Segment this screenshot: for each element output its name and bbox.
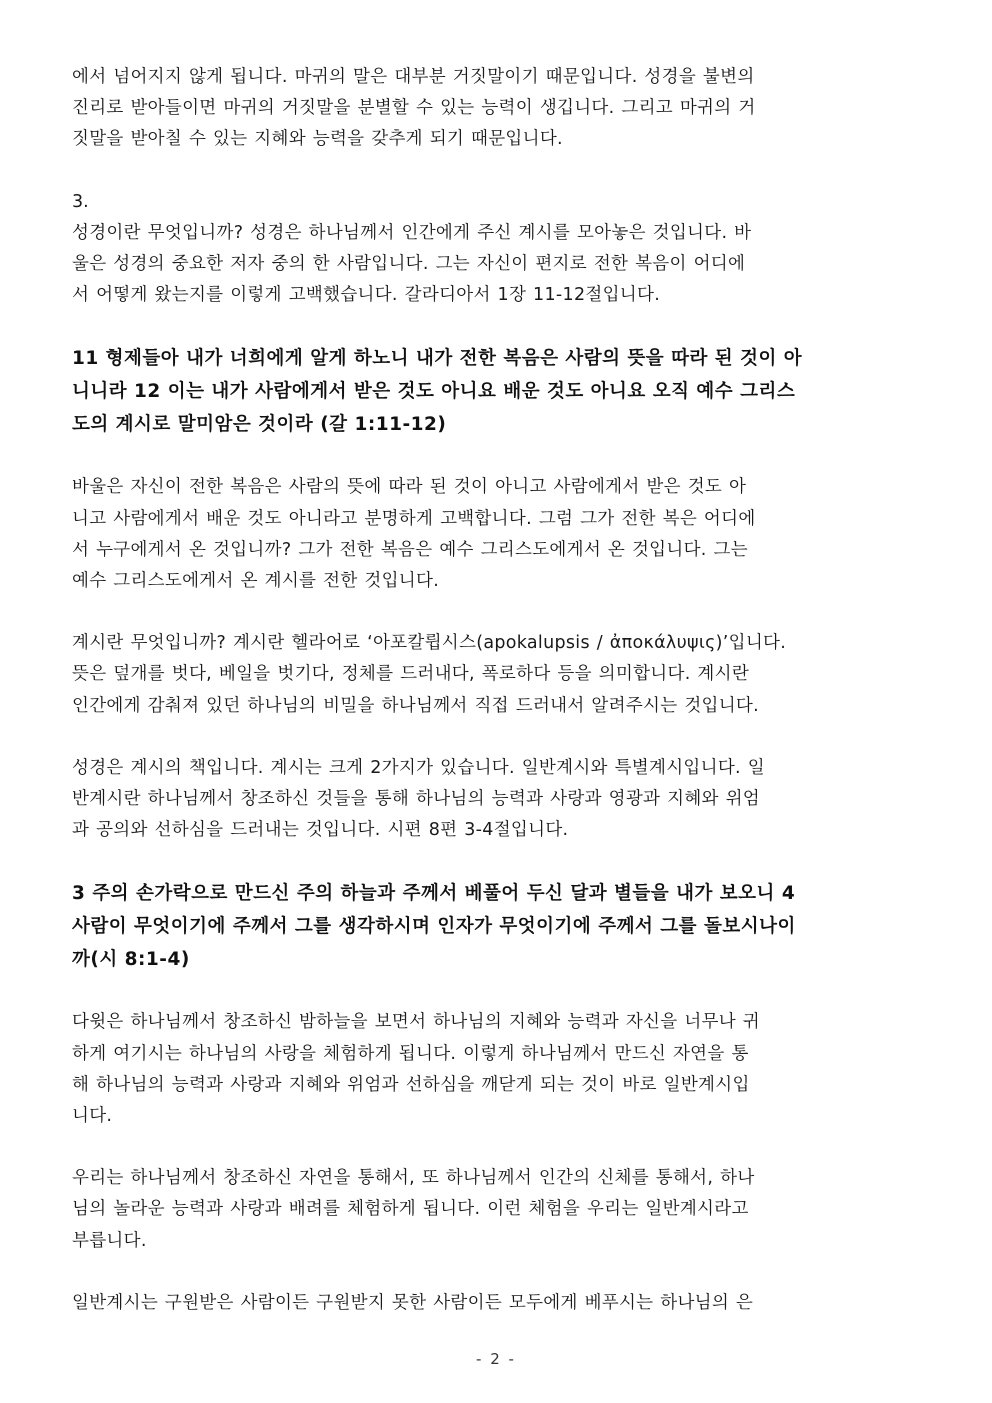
text-line: 예수 그리스도에게서 온 계시를 전한 것입니다. bbox=[72, 571, 440, 592]
paragraph bbox=[72, 1288, 922, 1319]
text-line: 11 형제들아 내가 너희에게 알게 하노니 내가 전한 복음은 사람의 뜻을 따라 된 것이 아 bbox=[72, 348, 803, 370]
text-line: 해 하나님의 능력과 사랑과 지혜와 위엄과 선하심을 깨닫게 되는 것이 바로 일반계시입 bbox=[72, 1074, 750, 1095]
text-line: 뜻은 덮개를 벗다, 베일을 벗기다, 정체를 드러내다, 폭로하다 등을 의미합니다. 계시란 bbox=[72, 664, 750, 685]
paragraph bbox=[72, 472, 922, 597]
text-line: 다윗은 하나님께서 창조하신 밤하늘을 보면서 하나님의 지혜와 능력과 자신을 너무나 귀 bbox=[72, 1012, 761, 1033]
text-line: 울은 성경의 중요한 저자 중의 한 사람입니다. 그는 자신이 편지로 전한 복음이 어디에 bbox=[72, 254, 746, 275]
text-line: 반계시란 하나님께서 창조하신 것들을 통해 하나님의 능력과 사랑과 영광과 지혜와 위엄 bbox=[72, 789, 761, 810]
text-line: 짓말을 받아칠 수 있는 지혜와 능력을 갖추게 되기 때문입니다. bbox=[72, 129, 563, 150]
text-line: 일반계시는 구원받은 사람이든 구원받지 못한 사람이든 모두에게 베푸시는 하나님의 은 bbox=[72, 1292, 754, 1313]
paragraph bbox=[72, 218, 922, 312]
text-line: 우리는 하나님께서 창조하신 자연을 통해서, 또 하나님께서 인간의 신체를 통해서, 하나 bbox=[72, 1168, 755, 1189]
document-body bbox=[72, 62, 922, 1319]
text-line: 진리로 받아들이면 마귀의 거짓말을 분별할 수 있는 능력이 생깁니다. 그리고 마귀의 거 bbox=[72, 98, 756, 119]
paragraph bbox=[72, 1163, 922, 1257]
text-line: 성경이란 무엇입니까? 성경은 하나님께서 인간에게 주신 계시를 모아놓은 것입니다. 바 bbox=[72, 222, 752, 243]
paragraph bbox=[72, 1007, 922, 1132]
text-line: 서 누구에게서 온 것입니까? 그가 전한 복음은 예수 그리스도에게서 온 것입니다. 그는 bbox=[72, 539, 748, 560]
page-number: - 2 - bbox=[476, 1350, 516, 1368]
text-line: 에서 넘어지지 않게 됩니다. 마귀의 말은 대부분 거짓말이기 때문입니다. 성경을 불변의 bbox=[72, 67, 755, 87]
text-line: 하게 여기시는 하나님의 사랑을 체험하게 됩니다. 이렇게 하나님께서 만드신 자연을 통 bbox=[72, 1043, 749, 1064]
text-line: 과 공의와 선하심을 드러내는 것입니다. 시편 8편 3-4절입니다. bbox=[72, 820, 569, 841]
text-line: 까(시 8:1-4) bbox=[72, 949, 190, 971]
text-line: 도의 계시로 말미암은 것이라 (갈 1:11-12) bbox=[72, 414, 447, 436]
scripture-quote bbox=[72, 877, 922, 976]
section-number: 3. bbox=[72, 191, 89, 212]
text-line: 성경은 계시의 책입니다. 계시는 크게 2가지가 있습니다. 일반계시와 특별계시입니다. 일 bbox=[72, 757, 765, 778]
text-line: 니니라 12 이는 내가 사람에게서 받은 것도 아니요 배운 것도 아니요 오직 예수 그리스 bbox=[72, 381, 796, 403]
text-line: 3 주의 손가락으로 만드신 주의 하늘과 주께서 베풀어 두신 달과 별들을 내가 보오니 4 bbox=[72, 883, 796, 905]
text-line: 니다. bbox=[72, 1106, 113, 1127]
paragraph bbox=[72, 628, 922, 722]
text-line: 서 어떻게 왔는지를 이렇게 고백했습니다. 갈라디아서 1장 11-12절입니다. bbox=[72, 285, 661, 306]
scripture-quote bbox=[72, 342, 922, 441]
text-line: 계시란 무엇입니까? 계시란 헬라어로 ‘아포칼륍시스(apokalupsis / ἀποκάλυψις)’입니다. bbox=[72, 633, 787, 654]
text-line: 바울은 자신이 전한 복음은 사람의 뜻에 따라 된 것이 아니고 사람에게서 받은 것도 아 bbox=[72, 477, 747, 498]
text-line: 님의 놀라운 능력과 사랑과 배려를 체험하게 됩니다. 이런 체험을 우리는 일반계시라고 bbox=[72, 1199, 749, 1220]
text-line: 사람이 무엇이기에 주께서 그를 생각하시며 인자가 무엇이기에 주께서 그를 돌보시나이 bbox=[72, 916, 796, 938]
text-line: 부릅니다. bbox=[72, 1230, 147, 1251]
paragraph bbox=[72, 753, 922, 847]
paragraph bbox=[72, 62, 922, 156]
text-line: 인간에게 감춰져 있던 하나님의 비밀을 하나님께서 직접 드러내서 알려주시는 것입니다. bbox=[72, 695, 760, 716]
text-line: 니고 사람에게서 배운 것도 아니라고 분명하게 고백합니다. 그럼 그가 전한 복은 어디에 bbox=[72, 508, 756, 529]
